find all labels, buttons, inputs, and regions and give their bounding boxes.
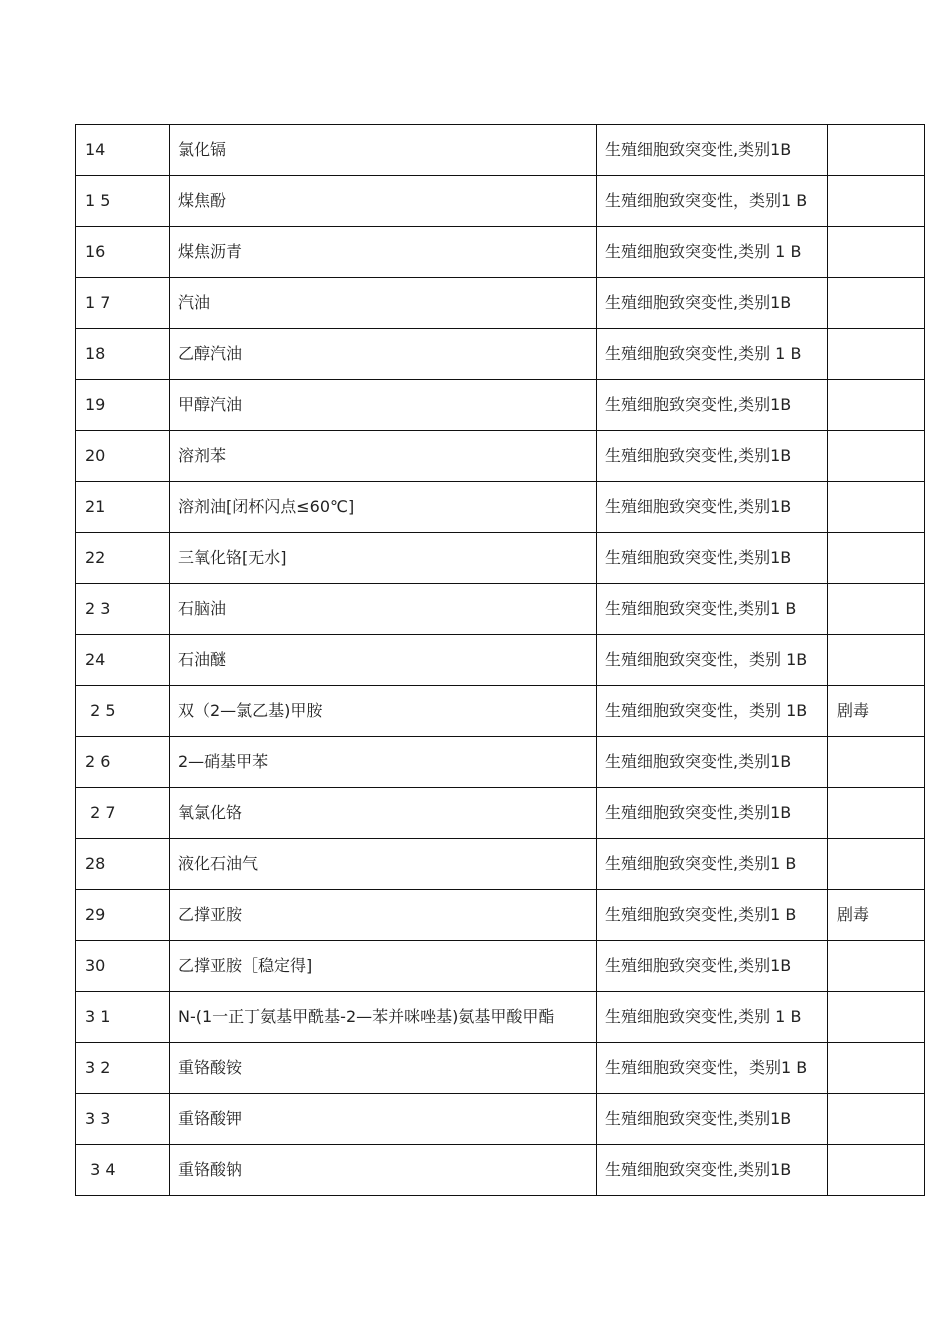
table-row (76, 1043, 925, 1094)
hazard-table (75, 124, 925, 1196)
note-cell (828, 533, 925, 584)
row-number-cell (76, 584, 170, 635)
hazard-class-cell-text: 生殖细胞致突变性，类别 1B (605, 701, 808, 720)
row-number-cell-text: 28 (85, 854, 106, 873)
substance-name-cell-text: 溶剂苯 (178, 446, 227, 465)
row-number-cell-text: 14 (85, 140, 106, 159)
substance-name-cell (170, 686, 597, 737)
substance-name-cell (170, 176, 597, 227)
note-cell (828, 890, 925, 941)
table-row (76, 227, 925, 278)
hazard-class-cell-text: 生殖细胞致突变性，类别 1B (605, 650, 808, 669)
substance-name-cell (170, 1094, 597, 1145)
table-row (76, 380, 925, 431)
substance-name-cell-text: 乙撑亚胺［稳定得] (178, 956, 313, 975)
note-cell (828, 1145, 925, 1196)
table-row (76, 737, 925, 788)
substance-name-cell (170, 992, 597, 1043)
row-number-cell-text: 2 3 (85, 599, 111, 618)
note-cell (828, 941, 925, 992)
note-cell (828, 176, 925, 227)
row-number-cell (76, 941, 170, 992)
row-number-cell (76, 533, 170, 584)
row-number-cell (76, 1043, 170, 1094)
row-number-cell-text: 30 (85, 956, 106, 975)
substance-name-cell-text: 乙醇汽油 (178, 344, 243, 363)
note-cell (828, 839, 925, 890)
row-number-cell (76, 125, 170, 176)
row-number-cell (76, 890, 170, 941)
note-cell (828, 992, 925, 1043)
note-cell (828, 788, 925, 839)
row-number-cell-text: 18 (85, 344, 106, 363)
hazard-class-cell (597, 533, 828, 584)
table-row (76, 278, 925, 329)
substance-name-cell-text: 2—硝基甲苯 (178, 752, 269, 771)
substance-name-cell (170, 380, 597, 431)
hazard-class-cell-text: 生殖细胞致突变性,类别1B (605, 752, 792, 771)
table-row (76, 431, 925, 482)
row-number-cell (76, 482, 170, 533)
row-number-cell (76, 1094, 170, 1145)
substance-name-cell-text: 石脑油 (178, 599, 227, 618)
note-cell (828, 1043, 925, 1094)
hazard-class-cell-text: 生殖细胞致突变性,类别 1 B (605, 1007, 802, 1026)
row-number-cell (76, 278, 170, 329)
note-cell (828, 737, 925, 788)
hazard-class-cell (597, 329, 828, 380)
row-number-cell (76, 992, 170, 1043)
hazard-class-cell (597, 380, 828, 431)
table-row (76, 125, 925, 176)
hazard-class-cell (597, 941, 828, 992)
substance-name-cell-text: 乙撑亚胺 (178, 905, 243, 924)
hazard-class-cell-text: 生殖细胞致突变性，类别1 B (605, 1058, 808, 1077)
hazard-class-cell (597, 176, 828, 227)
hazard-class-cell-text: 生殖细胞致突变性，类别1 B (605, 191, 808, 210)
row-number-cell-text: 3 3 (85, 1109, 111, 1128)
hazard-class-cell-text: 生殖细胞致突变性,类别1B (605, 1109, 792, 1128)
row-number-cell-text: 20 (85, 446, 106, 465)
table-row (76, 584, 925, 635)
hazard-class-cell-text: 生殖细胞致突变性,类别1B (605, 1160, 792, 1179)
table-row (76, 839, 925, 890)
substance-name-cell-text: 重铬酸钾 (178, 1109, 243, 1128)
row-number-cell-text: 22 (85, 548, 106, 567)
table-row (76, 1145, 925, 1196)
substance-name-cell (170, 890, 597, 941)
row-number-cell (76, 176, 170, 227)
hazard-class-cell-text: 生殖细胞致突变性,类别1 B (605, 905, 797, 924)
hazard-class-cell-text: 生殖细胞致突变性,类别1B (605, 956, 792, 975)
substance-name-cell (170, 1145, 597, 1196)
note-cell (828, 125, 925, 176)
hazard-class-cell (597, 992, 828, 1043)
row-number-cell (76, 431, 170, 482)
table-row (76, 788, 925, 839)
row-number-cell-text: 1 7 (85, 293, 111, 312)
substance-name-cell-text: 甲醇汽油 (178, 395, 243, 414)
note-cell (828, 380, 925, 431)
row-number-cell (76, 380, 170, 431)
hazard-class-cell (597, 635, 828, 686)
row-number-cell-text: 2 7 (85, 803, 116, 822)
row-number-cell-text: 16 (85, 242, 106, 261)
hazard-class-cell-text: 生殖细胞致突变性,类别 1 B (605, 242, 802, 261)
note-cell (828, 278, 925, 329)
substance-name-cell (170, 788, 597, 839)
hazard-class-cell (597, 890, 828, 941)
substance-name-cell (170, 1043, 597, 1094)
substance-name-cell-text: 氯化镉 (178, 140, 227, 159)
substance-name-cell (170, 431, 597, 482)
row-number-cell (76, 1145, 170, 1196)
row-number-cell-text: 1 5 (85, 191, 111, 210)
hazard-class-cell-text: 生殖细胞致突变性,类别 1 B (605, 344, 802, 363)
note-cell (828, 686, 925, 737)
substance-name-cell-text: 石油醚 (178, 650, 227, 669)
note-cell-text: 剧毒 (837, 905, 870, 924)
row-number-cell-text: 2 6 (85, 752, 111, 771)
hazard-class-cell (597, 431, 828, 482)
note-cell (828, 584, 925, 635)
row-number-cell (76, 686, 170, 737)
table-row (76, 482, 925, 533)
hazard-class-cell (597, 227, 828, 278)
hazard-class-cell-text: 生殖细胞致突变性,类别1B (605, 293, 792, 312)
substance-name-cell (170, 839, 597, 890)
table-body (76, 125, 925, 1196)
substance-name-cell-text: N-(1一正丁氨基甲酰基-2—苯并咪唑基)氨基甲酸甲酯 (178, 1007, 555, 1026)
hazard-class-cell-text: 生殖细胞致突变性,类别1B (605, 548, 792, 567)
substance-name-cell (170, 482, 597, 533)
hazard-class-cell-text: 生殖细胞致突变性,类别1 B (605, 599, 797, 618)
row-number-cell-text: 19 (85, 395, 106, 414)
substance-name-cell-text: 双（2—氯乙基)甲胺 (178, 701, 323, 720)
hazard-class-cell-text: 生殖细胞致突变性,类别1B (605, 446, 792, 465)
table-row (76, 890, 925, 941)
note-cell (828, 227, 925, 278)
hazard-class-cell (597, 839, 828, 890)
row-number-cell-text: 21 (85, 497, 106, 516)
hazard-class-cell (597, 584, 828, 635)
table-row (76, 176, 925, 227)
substance-name-cell (170, 941, 597, 992)
row-number-cell (76, 635, 170, 686)
hazard-class-cell (597, 278, 828, 329)
hazard-class-cell (597, 686, 828, 737)
substance-name-cell (170, 635, 597, 686)
substance-name-cell-text: 汽油 (178, 293, 211, 312)
table-row (76, 1094, 925, 1145)
substance-name-cell-text: 三氧化铬[无水] (178, 548, 287, 567)
table-row (76, 635, 925, 686)
substance-name-cell (170, 278, 597, 329)
row-number-cell (76, 737, 170, 788)
substance-name-cell-text: 氧氯化铬 (178, 803, 243, 822)
row-number-cell-text: 3 4 (85, 1160, 116, 1179)
table-row (76, 941, 925, 992)
row-number-cell-text: 3 1 (85, 1007, 111, 1026)
substance-name-cell (170, 329, 597, 380)
row-number-cell-text: 3 2 (85, 1058, 111, 1077)
hazard-class-cell-text: 生殖细胞致突变性,类别1B (605, 497, 792, 516)
hazard-class-cell (597, 1043, 828, 1094)
substance-name-cell-text: 重铬酸铵 (178, 1058, 243, 1077)
row-number-cell (76, 329, 170, 380)
table-row (76, 329, 925, 380)
substance-name-cell-text: 煤焦沥青 (178, 242, 243, 261)
note-cell (828, 635, 925, 686)
row-number-cell (76, 227, 170, 278)
row-number-cell-text: 2 5 (85, 701, 116, 720)
substance-name-cell-text: 溶剂油[闭杯闪点≤60℃] (178, 497, 355, 516)
hazard-class-cell-text: 生殖细胞致突变性,类别1 B (605, 854, 797, 873)
note-cell (828, 431, 925, 482)
note-cell (828, 1094, 925, 1145)
substance-name-cell-text: 液化石油气 (178, 854, 259, 873)
hazard-class-cell-text: 生殖细胞致突变性,类别1B (605, 803, 792, 822)
hazard-class-cell-text: 生殖细胞致突变性,类别1B (605, 140, 792, 159)
substance-name-cell (170, 227, 597, 278)
hazard-class-cell (597, 788, 828, 839)
row-number-cell-text: 24 (85, 650, 106, 669)
substance-name-cell-text: 煤焦酚 (178, 191, 227, 210)
substance-name-cell (170, 584, 597, 635)
hazard-class-cell (597, 1094, 828, 1145)
row-number-cell (76, 788, 170, 839)
substance-name-cell (170, 533, 597, 584)
substance-name-cell (170, 125, 597, 176)
row-number-cell (76, 839, 170, 890)
hazard-class-cell (597, 125, 828, 176)
table-row (76, 686, 925, 737)
note-cell (828, 482, 925, 533)
substance-name-cell (170, 737, 597, 788)
substance-name-cell-text: 重铬酸钠 (178, 1160, 243, 1179)
table-row (76, 992, 925, 1043)
note-cell (828, 329, 925, 380)
row-number-cell-text: 29 (85, 905, 106, 924)
hazard-class-cell (597, 482, 828, 533)
table-row (76, 533, 925, 584)
hazard-class-cell (597, 1145, 828, 1196)
hazard-class-cell-text: 生殖细胞致突变性,类别1B (605, 395, 792, 414)
note-cell-text: 剧毒 (837, 701, 870, 720)
hazard-class-cell (597, 737, 828, 788)
